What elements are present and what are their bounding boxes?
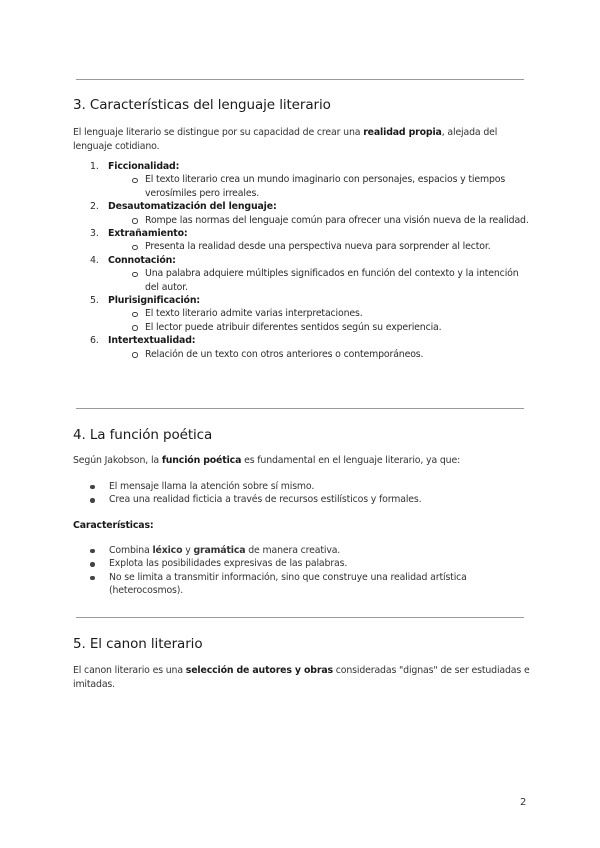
sub-item: Presenta la realidad desde una perspectiva nueva para sorprender al lector. (108, 240, 533, 253)
list-item: 6. Intertextualidad: Relación de un texto con otros anteriores o contemporáneos. (73, 334, 533, 361)
poetic-function-list (73, 480, 533, 507)
bullet-icon (90, 562, 95, 567)
section-5-intro: El canon literario es una selección de autores y obras consideradas "dignas" de ser estudiadas e imitadas. (73, 665, 530, 690)
features-label: Características: (73, 520, 154, 531)
sub-item: El texto literario admite varias interpretaciones. (108, 307, 533, 320)
list-item: 3. Extrañamiento: Presenta la realidad desde una perspectiva nueva para sorprender al lector. (73, 227, 533, 254)
divider (76, 79, 524, 80)
list-item: 2. Desautomatización del lenguaje: Rompe las normas del lenguaje común para ofrecer una visión nueva de la realidad. (73, 200, 533, 227)
section-4-intro: Según Jakobson, la función poética es fundamental en el lenguaje literario, ya que: (73, 455, 461, 466)
bullet-icon (90, 485, 95, 490)
circle-bullet-icon (132, 245, 138, 251)
section-3-intro: El lenguaje literario se distingue por su capacidad de crear una realidad propia, alejada del lenguaje cotidiano. (73, 127, 498, 152)
section-3-title: 3. Características del lenguaje literario (73, 97, 331, 113)
circle-bullet-icon (132, 325, 138, 331)
list-item: El mensaje llama la atención sobre sí mismo. (73, 480, 533, 493)
characteristics-list (73, 160, 533, 361)
sub-item: El texto literario crea un mundo imaginario con personajes, espacios y tiempos verosímiles pero irreales. (108, 173, 533, 200)
circle-bullet-icon (132, 218, 138, 224)
page-number: 2 (520, 797, 527, 808)
features-list (73, 544, 533, 598)
bullet-icon (90, 498, 95, 503)
circle-bullet-icon (132, 272, 138, 278)
circle-bullet-icon (132, 312, 138, 318)
sub-item: El lector puede atribuir diferentes sentidos según su experiencia. (108, 321, 533, 334)
list-item: Combina léxico y gramática de manera creativa. (73, 544, 533, 557)
circle-bullet-icon (132, 178, 138, 184)
list-item: Crea una realidad ficticia a través de recursos estilísticos y formales. (73, 493, 533, 506)
sub-item: Rompe las normas del lenguaje común para ofrecer una visión nueva de la realidad. (108, 214, 533, 227)
bullet-icon (90, 549, 95, 554)
list-item: 4. Connotación: Una palabra adquiere múltiples significados en función del contexto y la intención del autor. (73, 254, 533, 294)
sub-item: Una palabra adquiere múltiples significados en función del contexto y la intención del autor. (108, 267, 533, 294)
list-item: No se limita a transmitir información, sino que construye una realidad artística (heterocosmos). (73, 571, 533, 598)
list-item: 1. Ficcionalidad: El texto literario crea un mundo imaginario con personajes, espacios y tiempos verosímiles pero irreales. (73, 160, 533, 200)
section-5-title: 5. El canon literario (73, 636, 203, 652)
divider (76, 617, 524, 618)
sub-item: Relación de un texto con otros anteriores o contemporáneos. (108, 348, 533, 361)
divider (76, 408, 524, 409)
circle-bullet-icon (132, 352, 138, 358)
list-item: 5. Plurisignificación: El texto literario admite varias interpretaciones. El lector puede atribuir diferentes sentidos según su experiencia. (73, 294, 533, 334)
bullet-icon (90, 576, 95, 581)
section-4-title: 4. La función poética (73, 427, 213, 443)
list-item: Explota las posibilidades expresivas de las palabras. (73, 557, 533, 570)
